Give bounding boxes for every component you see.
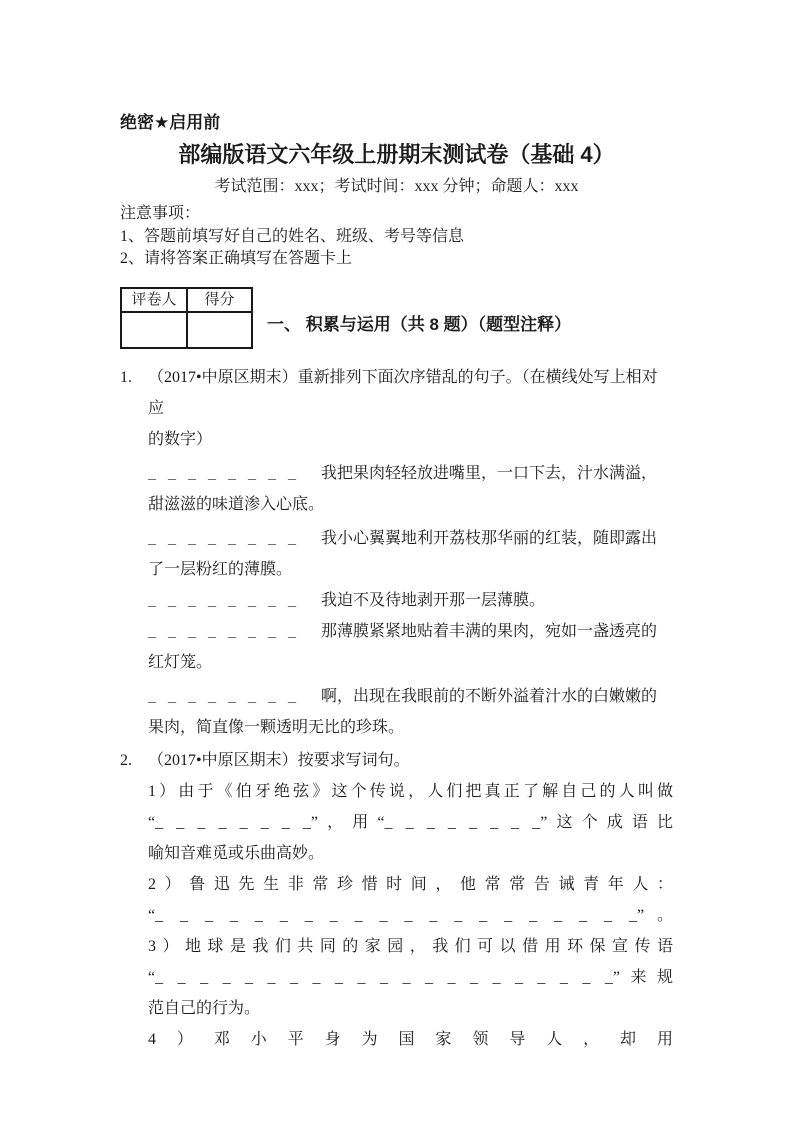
answer-blank: _ _ _ _ _ _ _ _ [148, 529, 297, 547]
q1-item-2 [148, 523, 673, 585]
q2-stem: （2017•中原区期末）按要求写词句。 [148, 751, 410, 769]
exam-title: 部编版语文六年级上册期末测试卷（基础 4） [178, 142, 615, 167]
q2-sub1-line-1: 1）由于《伯牙绝弦》这个传说，人们把真正了解自己的人叫做 [148, 782, 673, 800]
q1-item-2-wrap: 了一层粉红的薄膜。 [148, 560, 293, 578]
q2-sub3-line-3: 范自己的行为。 [148, 999, 261, 1017]
answer-blank: _ _ _ _ _ _ _ _ [148, 464, 297, 482]
exam-info-line: 考试范围：xxx；考试时间：xxx 分钟；命题人：xxx [214, 178, 579, 195]
q1-item-4 [148, 616, 673, 678]
question-2 [120, 745, 673, 1055]
q1-item-1-text: 我把果肉轻轻放进嘴里，一口下去，汁水满溢， [321, 464, 658, 482]
document-content [120, 112, 673, 1055]
q2-sub3-blank-line: “_ _ _ _ _ _ _ _ _ _ _ _ _ _ _ _ _ _ _ _ _”来规 [148, 968, 673, 986]
section-heading: 一、 积累与运用（共 8 题）（题型注释） [267, 314, 572, 334]
grader-header-cell: 评卷人 [122, 289, 188, 313]
q1-item-4-wrap: 红灯笼。 [148, 653, 213, 671]
question-1 [120, 362, 673, 743]
q1-stem-line-2: 的数字） [148, 430, 213, 448]
classification-banner: 绝密★启用前 [120, 113, 221, 132]
question-2-number: 2. [120, 751, 132, 769]
notice-block [120, 203, 673, 271]
q2-sub3-line-1: 3）地球是我们共同的家园，我们可以借用环保宣传语 [148, 937, 673, 955]
q2-sub1-line-3: 喻知音难觅或乐曲高妙。 [148, 844, 325, 862]
grader-value-cell [122, 313, 188, 347]
q1-item-3-text: 我迫不及待地剥开那一层薄膜。 [321, 591, 546, 609]
answer-blank: _ _ _ _ _ _ _ _ [148, 687, 297, 705]
question-2-body [148, 745, 673, 1055]
answer-blank: _ _ _ _ _ _ _ _ [148, 622, 297, 640]
question-1-number: 1. [120, 368, 132, 386]
notice-item-1: 1、答题前填写好自己的姓名、班级、考号等信息 [120, 227, 465, 245]
q1-item-5 [148, 681, 673, 743]
notice-title: 注意事项： [120, 205, 201, 222]
score-table [120, 287, 253, 349]
q1-item-5-text: 啊，出现在我眼前的不断外溢着汁水的白嫩嫩的 [321, 687, 658, 705]
q1-item-3 [148, 585, 673, 616]
notice-item-2: 2、请将答案正确填写在答题卡上 [120, 250, 353, 267]
score-header-cell: 得分 [188, 289, 251, 313]
q1-item-2-text: 我小心翼翼地利开荔枝那华丽的红装，随即露出 [321, 529, 658, 547]
question-1-body [148, 362, 673, 743]
q2-sub2-line-1: 2）鲁迅先生非常珍惜时间，他常常告诫青年人： [148, 875, 673, 893]
score-table-row [120, 287, 673, 349]
q2-sub1-blank-line: “_ _ _ _ _ _ _ _”，用“_ _ _ _ _ _ _ _”这个成语比 [148, 813, 673, 831]
q2-sub4-line-1: 4）邓小平身为国家领导人，却用 [148, 1030, 673, 1048]
answer-blank: _ _ _ _ _ _ _ _ [148, 591, 297, 609]
q1-item-5-wrap: 果肉，简直像一颗透明无比的珍珠。 [148, 718, 405, 736]
q1-item-4-text: 那薄膜紧紧地贴着丰满的果肉，宛如一盏透亮的 [321, 622, 658, 640]
q1-item-1 [148, 458, 673, 520]
q1-stem-line-1: （2017•中原区期末）重新排列下面次序错乱的句子。（在横线处写上相对应 [148, 368, 658, 417]
q2-sub2-blank-line: “_ _ _ _ _ _ _ _ _ _ _ _ _ _ _ _ _ _ _ _”。 [148, 906, 673, 924]
q1-item-1-wrap: 甜滋滋的味道渗入心底。 [148, 495, 325, 513]
score-value-cell [188, 313, 251, 347]
